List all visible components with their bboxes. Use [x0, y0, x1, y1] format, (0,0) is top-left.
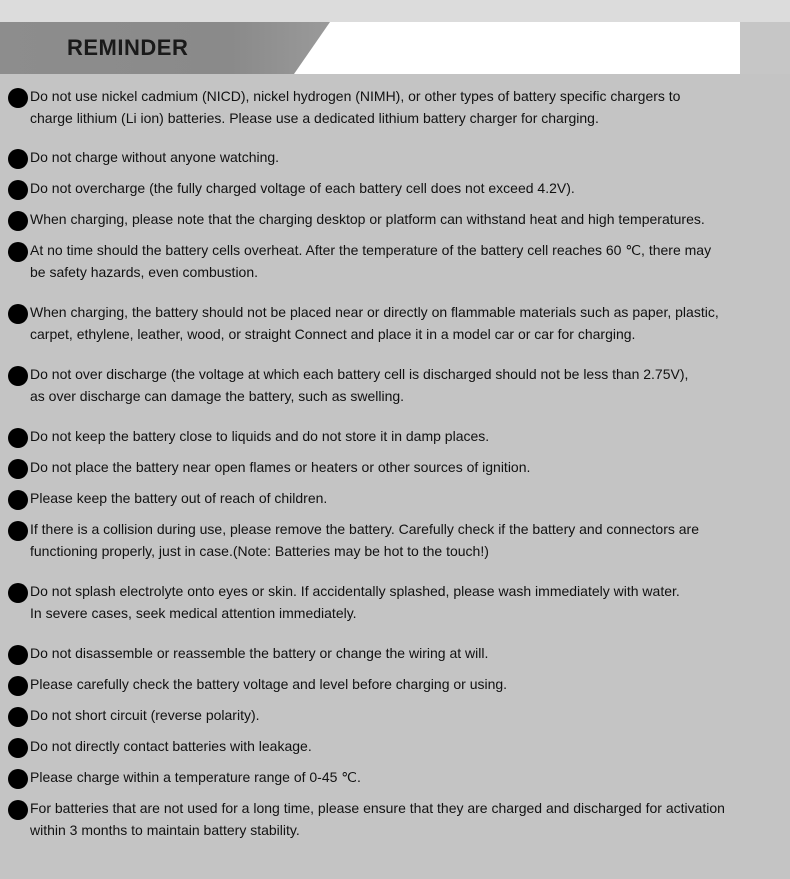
reminder-text: Do not overcharge (the fully charged voltage of each battery cell does not exceed 4.2V).	[30, 180, 575, 196]
page-title: REMINDER	[67, 35, 189, 60]
reminder-text: Do not short circuit (reverse polarity).	[30, 707, 260, 723]
bullet-icon	[8, 800, 28, 820]
reminder-text: Please carefully check the battery voltage and level before charging or using.	[30, 676, 508, 692]
reminder-item	[8, 518, 790, 562]
reminder-text: Do not place the battery near open flames or heaters or other sources of ignition.	[30, 459, 531, 475]
bullet-icon	[8, 211, 28, 231]
reminder-text: At no time should the battery cells overheat. After the temperature of the battery cell reaches 60 ℃, there may be safety hazards, even combustion.	[30, 242, 712, 280]
reminder-item	[8, 735, 790, 757]
bullet-icon	[8, 490, 28, 510]
reminder-item	[8, 456, 790, 478]
reminder-item	[8, 301, 790, 345]
bullet-icon	[8, 180, 28, 200]
reminder-text: Do not over discharge (the voltage at which each battery cell is discharged should not be less than 2.75V), as over discharge can damage the battery, such as swelling.	[30, 366, 689, 404]
reminder-item	[8, 766, 790, 788]
reminder-item	[8, 177, 790, 199]
reminder-item	[8, 704, 790, 726]
reminder-text: Do not keep the battery close to liquids and do not store it in damp places.	[30, 428, 490, 444]
bullet-icon	[8, 521, 28, 541]
bullet-icon	[8, 676, 28, 696]
bullet-icon	[8, 366, 28, 386]
bullet-icon	[8, 242, 28, 262]
top-strip	[0, 0, 790, 22]
reminder-text: Please keep the battery out of reach of children.	[30, 490, 328, 506]
header-white-panel	[290, 22, 740, 74]
reminder-item	[8, 239, 790, 283]
reminder-item	[8, 642, 790, 664]
bullet-icon	[8, 645, 28, 665]
reminder-text: Do not use nickel cadmium (NICD), nickel hydrogen (NIMH), or other types of battery specific chargers to charge lithium (Li ion) batteries. Please use a dedicated lithium battery charger for charging.	[30, 88, 681, 126]
reminder-text: Do not disassemble or reassemble the battery or change the wiring at will.	[30, 645, 489, 661]
bullet-icon	[8, 707, 28, 727]
reminder-text: If there is a collision during use, please remove the battery. Carefully check if the battery and connectors are functioning properly, just in case.(Note: Batteries may be hot to the touch!)	[30, 521, 699, 559]
reminder-item	[8, 208, 790, 230]
bullet-icon	[8, 769, 28, 789]
bullet-icon	[8, 583, 28, 603]
bullet-icon	[8, 304, 28, 324]
reminder-text: When charging, the battery should not be placed near or directly on flammable materials such as paper, plastic, carpet, ethylene, leather, wood, or straight Connect and place it in a model car or car for charging.	[30, 304, 719, 342]
bullet-icon	[8, 459, 28, 479]
reminder-text: Do not charge without anyone watching.	[30, 149, 280, 165]
reminder-text: Please charge within a temperature range of 0-45 ℃.	[30, 769, 361, 785]
reminder-text: For batteries that are not used for a long time, please ensure that they are charged and discharged for activation within 3 months to maintain battery stability.	[30, 800, 725, 838]
reminder-item	[8, 85, 790, 129]
reminder-item	[8, 146, 790, 168]
reminder-item	[8, 363, 790, 407]
reminder-text: Do not splash electrolyte onto eyes or skin. If accidentally splashed, please wash immediately with water. In severe cases, seek medical attention immediately.	[30, 583, 680, 621]
bullet-icon	[8, 428, 28, 448]
bullet-icon	[8, 738, 28, 758]
reminder-item	[8, 797, 790, 841]
reminder-item	[8, 673, 790, 695]
reminder-item	[8, 487, 790, 509]
reminder-item	[8, 580, 790, 624]
reminder-text: Do not directly contact batteries with leakage.	[30, 738, 312, 754]
reminder-text: When charging, please note that the charging desktop or platform can withstand heat and high temperatures.	[30, 211, 705, 227]
reminder-item	[8, 425, 790, 447]
bullet-icon	[8, 88, 28, 108]
bullet-icon	[8, 149, 28, 169]
